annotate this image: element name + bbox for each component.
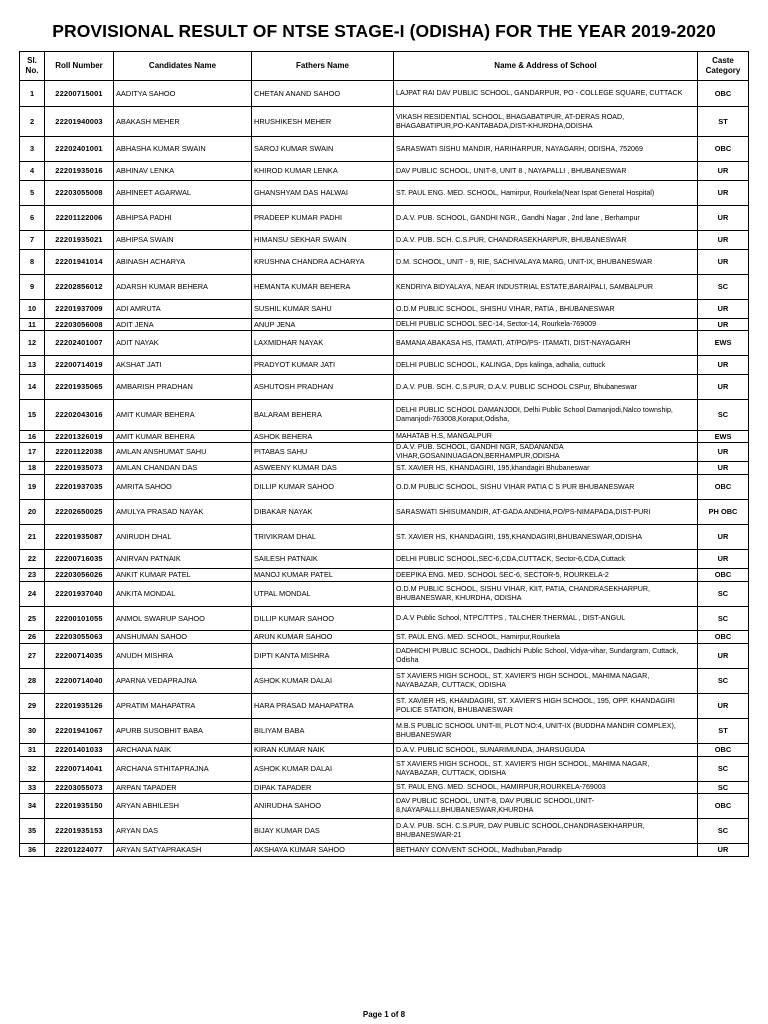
row-caste-category: SC (698, 582, 749, 607)
row-candidate-name: ARCHANA STHITAPRAJNA (114, 757, 252, 782)
table-row (20, 462, 749, 475)
row-father-name: DIPAK TAPADER (252, 782, 394, 794)
row-caste-category: UR (698, 206, 749, 231)
row-roll-number: 22201940003 (45, 107, 114, 137)
row-sl-no: 17 (20, 443, 45, 462)
row-candidate-name: ADI AMRUTA (114, 300, 252, 319)
row-sl-no: 14 (20, 375, 45, 400)
row-father-name: BIJAY KUMAR DAS (252, 819, 394, 844)
row-roll-number: 22200714019 (45, 356, 114, 375)
row-school: D.A.V. PUB. SCH. C.S.PUR, DAV PUBLIC SCHOOL,CHANDRASEKHARPUR, BHUBANESWAR-21 (394, 819, 698, 844)
row-school: D.A.V. PUB. SCH. C.S.PUR, CHANDRASEKHARPUR, BHUBANESWAR (394, 231, 698, 250)
table-row (20, 794, 749, 819)
row-roll-number: 22201935016 (45, 162, 114, 181)
row-sl-no: 29 (20, 694, 45, 719)
row-caste-category: SC (698, 782, 749, 794)
row-candidate-name: AADITYA SAHOO (114, 81, 252, 107)
row-school: ST. XAVIER HS, KHANDAGIRI, 195,khandagiri Bhubaneswar (394, 462, 698, 475)
row-candidate-name: ANUDH MISHRA (114, 644, 252, 669)
row-sl-no: 13 (20, 356, 45, 375)
row-sl-no: 25 (20, 607, 45, 631)
row-roll-number: 22201326019 (45, 431, 114, 443)
row-roll-number: 22203056008 (45, 319, 114, 331)
row-school: BETHANY CONVENT SCHOOL, Madhuban,Paradip (394, 844, 698, 857)
row-candidate-name: ANIRVAN PATNAIK (114, 550, 252, 569)
row-candidate-name: ARYAN SATYAPRAKASH (114, 844, 252, 857)
header-school: Name & Address of School (394, 52, 698, 81)
row-father-name: PRADEEP KUMAR PADHI (252, 206, 394, 231)
table-row (20, 375, 749, 400)
table-row (20, 669, 749, 694)
table-row (20, 319, 749, 331)
table-row (20, 569, 749, 582)
row-roll-number: 22201401033 (45, 744, 114, 757)
row-candidate-name: ARCHANA NAIK (114, 744, 252, 757)
row-sl-no: 28 (20, 669, 45, 694)
row-sl-no: 6 (20, 206, 45, 231)
row-school: DELHI PUBLIC SCHOOL SEC-14, Sector-14, Rourkela-769009 (394, 319, 698, 331)
table-row (20, 181, 749, 206)
row-father-name: AKSHAYA KUMAR SAHOO (252, 844, 394, 857)
row-candidate-name: ADARSH KUMAR BEHERA (114, 275, 252, 300)
row-candidate-name: ARYAN DAS (114, 819, 252, 844)
row-caste-category: ST (698, 107, 749, 137)
row-caste-category: UR (698, 844, 749, 857)
table-row (20, 250, 749, 275)
row-school: D.A.V. PUB. SCHOOL, GANDHI NGR., Gandhi Nagar , 2nd lane , Berhampur (394, 206, 698, 231)
row-father-name: TRIVIKRAM DHAL (252, 525, 394, 550)
row-school: ST. PAUL ENG. MED. SCHOOL, Hamirpur,Rourkela (394, 631, 698, 644)
row-roll-number: 22202043016 (45, 400, 114, 431)
table-row (20, 275, 749, 300)
row-sl-no: 36 (20, 844, 45, 857)
row-caste-category: UR (698, 181, 749, 206)
row-caste-category: UR (698, 300, 749, 319)
row-caste-category: UR (698, 443, 749, 462)
row-roll-number: 22202856012 (45, 275, 114, 300)
row-father-name: ASHUTOSH PRADHAN (252, 375, 394, 400)
row-candidate-name: ABINASH ACHARYA (114, 250, 252, 275)
row-father-name: ASHOK BEHERA (252, 431, 394, 443)
row-roll-number: 22202650025 (45, 500, 114, 525)
row-roll-number: 22201935150 (45, 794, 114, 819)
document-title: PROVISIONAL RESULT OF NTSE STAGE-I (ODISHA) FOR THE YEAR 2019-2020 (52, 21, 716, 41)
row-candidate-name: AMIT KUMAR BEHERA (114, 431, 252, 443)
row-school: D.M. SCHOOL, UNIT - 9, RIE, SACHIVALAYA MARG, UNIT-IX, BHUBANESWAR (394, 250, 698, 275)
row-roll-number: 22201935073 (45, 462, 114, 475)
row-caste-category: SC (698, 607, 749, 631)
row-school: LAJPAT RAI DAV PUBLIC SCHOOL, GANDARPUR, PO - COLLEGE SQUARE, CUTTACK (394, 81, 698, 107)
row-roll-number: 22201937009 (45, 300, 114, 319)
row-sl-no: 11 (20, 319, 45, 331)
row-candidate-name: ANKIT KUMAR PATEL (114, 569, 252, 582)
row-sl-no: 18 (20, 462, 45, 475)
table-row (20, 719, 749, 744)
row-sl-no: 23 (20, 569, 45, 582)
table-row (20, 431, 749, 443)
table-row (20, 443, 749, 462)
row-candidate-name: ARPAN TAPADER (114, 782, 252, 794)
table-header-row (20, 52, 749, 81)
table-row (20, 607, 749, 631)
row-caste-category: EWS (698, 331, 749, 356)
row-school: DELHI PUBLIC SCHOOL DAMANJODI, Delhi Public School Damanjodi,Nalco township, Damanjodi-763008,Koraput,Odisha, (394, 400, 698, 431)
row-roll-number: 22200101055 (45, 607, 114, 631)
row-sl-no: 34 (20, 794, 45, 819)
table-row (20, 206, 749, 231)
row-school: ST. PAUL ENG. MED. SCHOOL, HAMIRPUR,ROURKELA-769003 (394, 782, 698, 794)
row-father-name: ANUP JENA (252, 319, 394, 331)
row-roll-number: 22200716035 (45, 550, 114, 569)
row-caste-category: UR (698, 462, 749, 475)
row-father-name: KIRAN KUMAR NAIK (252, 744, 394, 757)
row-sl-no: 20 (20, 500, 45, 525)
row-school: DEEPIKA ENG. MED. SCHOOL SEC-6, SECTOR-5, ROURKELA-2 (394, 569, 698, 582)
row-school: D.A.V Public School, NTPC/TTPS , TALCHER THERMAL , DIST-ANGUL (394, 607, 698, 631)
row-school: DELHI PUBLIC SCHOOL, KALINGA, Dps kalinga, adhalia, cuttuck (394, 356, 698, 375)
row-sl-no: 16 (20, 431, 45, 443)
row-candidate-name: ADIT JENA (114, 319, 252, 331)
row-candidate-name: AKSHAT JATI (114, 356, 252, 375)
row-candidate-name: AMLAN CHANDAN DAS (114, 462, 252, 475)
row-sl-no: 9 (20, 275, 45, 300)
row-caste-category: OBC (698, 475, 749, 500)
row-roll-number: 22201122038 (45, 443, 114, 462)
row-father-name: DILLIP KUMAR SAHOO (252, 607, 394, 631)
row-roll-number: 22200714035 (45, 644, 114, 669)
row-caste-category: UR (698, 550, 749, 569)
row-sl-no: 33 (20, 782, 45, 794)
row-sl-no: 2 (20, 107, 45, 137)
row-caste-category: UR (698, 694, 749, 719)
row-school: ST XAVIERS HIGH SCHOOL, ST. XAVIER'S HIGH SCHOOL, MAHIMA NAGAR, NAYABAZAR, CUTTACK, ODISHA (394, 757, 698, 782)
header-candidate-name: Candidates Name (114, 52, 252, 81)
table-row (20, 500, 749, 525)
row-sl-no: 21 (20, 525, 45, 550)
row-sl-no: 22 (20, 550, 45, 569)
table-row (20, 162, 749, 181)
row-school: MAHATAB H.S, MANGALPUR (394, 431, 698, 443)
row-father-name: UTPAL MONDAL (252, 582, 394, 607)
table-row (20, 137, 749, 162)
header-sl-no: Sl. No. (20, 52, 45, 81)
row-sl-no: 12 (20, 331, 45, 356)
table-row (20, 782, 749, 794)
row-father-name: ASHOK KUMAR DALAI (252, 757, 394, 782)
row-caste-category: UR (698, 356, 749, 375)
row-caste-category: SC (698, 819, 749, 844)
table-row (20, 356, 749, 375)
row-roll-number: 22203056026 (45, 569, 114, 582)
row-father-name: PITABAS SAHU (252, 443, 394, 462)
row-candidate-name: ANIRUDH DHAL (114, 525, 252, 550)
table-body (20, 81, 749, 857)
row-caste-category: UR (698, 319, 749, 331)
row-roll-number: 22203055008 (45, 181, 114, 206)
row-candidate-name: ABHIPSA SWAIN (114, 231, 252, 250)
row-roll-number: 22201122006 (45, 206, 114, 231)
row-candidate-name: APARNA VEDAPRAJNA (114, 669, 252, 694)
row-caste-category: SC (698, 275, 749, 300)
row-school: D.A.V. PUBLIC SCHOOL, SUNARIMUNDA, JHARSUGUDA (394, 744, 698, 757)
row-father-name: ARUN KUMAR SAHOO (252, 631, 394, 644)
row-father-name: SUSHIL KUMAR SAHU (252, 300, 394, 319)
row-father-name: SAILESH PATNAIK (252, 550, 394, 569)
table-row (20, 475, 749, 500)
row-candidate-name: APURB SUSOBHIT BABA (114, 719, 252, 744)
table-row (20, 107, 749, 137)
header-caste-category: Caste Category (698, 52, 749, 81)
row-caste-category: SC (698, 757, 749, 782)
row-caste-category: OBC (698, 137, 749, 162)
row-candidate-name: ARYAN ABHILESH (114, 794, 252, 819)
row-father-name: LAXMIDHAR NAYAK (252, 331, 394, 356)
row-candidate-name: AMRITA SAHOO (114, 475, 252, 500)
row-school: D.A.V. PUB. SCHOOL, GANDHI NGR, SADANANDA VIHAR,GOSANINUAGAON,BERHAMPUR,ODISHA (394, 443, 698, 462)
row-father-name: KRUSHNA CHANDRA ACHARYA (252, 250, 394, 275)
row-school: ST. PAUL ENG. MED. SCHOOL, Hamirpur, Rourkela(Near Ispat General Hospital) (394, 181, 698, 206)
row-father-name: ASHOK KUMAR DALAI (252, 669, 394, 694)
page-number: Page 1 of 8 (362, 1010, 406, 1019)
header-roll-number: Roll Number (45, 52, 114, 81)
row-school: DELHI PUBLIC SCHOOL,SEC-6,CDA,CUTTACK, Sector-6,CDA,Cuttack (394, 550, 698, 569)
row-roll-number: 22201935153 (45, 819, 114, 844)
row-father-name: HARA PRASAD MAHAPATRA (252, 694, 394, 719)
table-row (20, 231, 749, 250)
row-candidate-name: AMIT KUMAR BEHERA (114, 400, 252, 431)
row-school: ST XAVIERS HIGH SCHOOL, ST. XAVIER'S HIGH SCHOOL, MAHIMA NAGAR, NAYABAZAR, CUTTACK, ODISHA (394, 669, 698, 694)
row-roll-number: 22201935126 (45, 694, 114, 719)
row-roll-number: 22203055063 (45, 631, 114, 644)
row-sl-no: 26 (20, 631, 45, 644)
row-school: O.D.M PUBLIC SCHOOL, SHISHU VIHAR, PATIA , BHUBANESWAR (394, 300, 698, 319)
row-candidate-name: APRATIM MAHAPATRA (114, 694, 252, 719)
row-caste-category: UR (698, 525, 749, 550)
row-sl-no: 4 (20, 162, 45, 181)
row-sl-no: 7 (20, 231, 45, 250)
row-father-name: BALARAM BEHERA (252, 400, 394, 431)
row-candidate-name: AMBARISH PRADHAN (114, 375, 252, 400)
row-candidate-name: AMLAN ANSHUMAT SAHU (114, 443, 252, 462)
header-father-name: Fathers Name (252, 52, 394, 81)
row-caste-category: OBC (698, 744, 749, 757)
row-caste-category: OBC (698, 569, 749, 582)
row-father-name: HEMANTA KUMAR BEHERA (252, 275, 394, 300)
row-school: SARASWATI SHISUMANDIR, AT-GADA ANDHIA,PO/PS-NIMAPADA,DIST-PURI (394, 500, 698, 525)
row-school: ST. XAVIER HS, KHANDAGIRI, ST. XAVIER'S HIGH SCHOOL, 195, OPP. KHANDAGIRI POLICE STATION, BHUBANESWAR (394, 694, 698, 719)
row-sl-no: 5 (20, 181, 45, 206)
row-candidate-name: ADIT NAYAK (114, 331, 252, 356)
row-roll-number: 22201935065 (45, 375, 114, 400)
row-roll-number: 22201937040 (45, 582, 114, 607)
row-roll-number: 22203055073 (45, 782, 114, 794)
table-row (20, 644, 749, 669)
row-school: DAV PUBLIC SCHOOL, UNIT-8, UNIT 8 , NAYAPALLI , BHUBANESWAR (394, 162, 698, 181)
row-father-name: HRUSHIKESH MEHER (252, 107, 394, 137)
row-roll-number: 22200714040 (45, 669, 114, 694)
row-sl-no: 15 (20, 400, 45, 431)
row-school: VIKASH RESIDENTIAL SCHOOL, BHAGABATIPUR, AT-DERAS ROAD, BHAGABATIPUR,PO-KANTABADA,DIST-KHURDHA,ODISHA (394, 107, 698, 137)
row-father-name: ANIRUDHA SAHOO (252, 794, 394, 819)
row-sl-no: 19 (20, 475, 45, 500)
row-school: SARASWATI SISHU MANDIR, HARIHARPUR, NAYAGARH, ODISHA, 752069 (394, 137, 698, 162)
row-sl-no: 35 (20, 819, 45, 844)
row-caste-category: PH OBC (698, 500, 749, 525)
table-row (20, 694, 749, 719)
row-candidate-name: ABAKASH MEHER (114, 107, 252, 137)
table-row (20, 582, 749, 607)
results-table (19, 51, 749, 857)
row-father-name: KHIROD KUMAR LENKA (252, 162, 394, 181)
row-roll-number: 22201937035 (45, 475, 114, 500)
row-caste-category: OBC (698, 81, 749, 107)
row-caste-category: UR (698, 644, 749, 669)
row-caste-category: ST (698, 719, 749, 744)
table-row (20, 819, 749, 844)
row-father-name: DILLIP KUMAR SAHOO (252, 475, 394, 500)
row-caste-category: UR (698, 162, 749, 181)
table-row (20, 300, 749, 319)
row-sl-no: 32 (20, 757, 45, 782)
row-roll-number: 22202401007 (45, 331, 114, 356)
row-school: D.A.V. PUB. SCH. C.S.PUR, D.A.V. PUBLIC SCHOOL CSPur, Bhubaneswar (394, 375, 698, 400)
row-father-name: MANOJ KUMAR PATEL (252, 569, 394, 582)
row-sl-no: 30 (20, 719, 45, 744)
row-father-name: BILIYAM BABA (252, 719, 394, 744)
row-caste-category: UR (698, 250, 749, 275)
row-father-name: CHETAN ANAND SAHOO (252, 81, 394, 107)
table-row (20, 844, 749, 857)
row-sl-no: 27 (20, 644, 45, 669)
table-row (20, 744, 749, 757)
row-roll-number: 22201941067 (45, 719, 114, 744)
table-row (20, 525, 749, 550)
row-roll-number: 22201224077 (45, 844, 114, 857)
row-school: O.D.M PUBLIC SCHOOL, SISHU VIHAR, KIIT, PATIA, CHANDRASEKHARPUR, BHUBANESWAR, KHURDHA, ODISHA (394, 582, 698, 607)
row-school: ST. XAVIER HS, KHANDAGIRI, 195,KHANDAGIRI,BHUBANESWAR,ODISHA (394, 525, 698, 550)
row-father-name: GHANSHYAM DAS HALWAI (252, 181, 394, 206)
table-row (20, 550, 749, 569)
row-roll-number: 22201941014 (45, 250, 114, 275)
table-row (20, 757, 749, 782)
table-row (20, 631, 749, 644)
row-school: KENDRIYA BIDYALAYA, NEAR INDUSTRIAL ESTATE,BARAIPALI, SAMBALPUR (394, 275, 698, 300)
row-school: M.B.S PUBLIC SCHOOL UNIT-III, PLOT NO:4, UNIT-IX (BUDDHA MANDIR COMPLEX), BHUBANESWAR (394, 719, 698, 744)
row-candidate-name: ABHINEET AGARWAL (114, 181, 252, 206)
row-caste-category: SC (698, 669, 749, 694)
row-candidate-name: ANKITA MONDAL (114, 582, 252, 607)
row-caste-category: UR (698, 231, 749, 250)
row-roll-number: 22200715001 (45, 81, 114, 107)
row-father-name: DIPTI KANTA MISHRA (252, 644, 394, 669)
row-school: O.D.M PUBLIC SCHOOL, SISHU VIHAR PATIA C S PUR BHUBANESWAR (394, 475, 698, 500)
row-father-name: HIMANSU SEKHAR SWAIN (252, 231, 394, 250)
row-father-name: ASWEENY KUMAR DAS (252, 462, 394, 475)
table-row (20, 400, 749, 431)
row-sl-no: 8 (20, 250, 45, 275)
row-sl-no: 10 (20, 300, 45, 319)
row-sl-no: 31 (20, 744, 45, 757)
row-school: DAV PUBLIC SCHOOL, UNIT-8, DAV PUBLIC SCHOOL,UNIT-8,NAYAPALLI,BHUBANESWAR,KHURDHA (394, 794, 698, 819)
row-roll-number: 22201935087 (45, 525, 114, 550)
table-row (20, 331, 749, 356)
table-row (20, 81, 749, 107)
row-school: BAMANA ABAKASA HS, ITAMATI, AT/PO/PS- ITAMATI, DIST-NAYAGARH (394, 331, 698, 356)
row-candidate-name: ABHASHA KUMAR SWAIN (114, 137, 252, 162)
row-roll-number: 22200714041 (45, 757, 114, 782)
row-school: DADHICHI PUBLIC SCHOOL, Dadhichi Public School, Vidya-vihar, Sundargram, Cuttack, Odisha (394, 644, 698, 669)
row-candidate-name: ABHINAV LENKA (114, 162, 252, 181)
row-caste-category: UR (698, 375, 749, 400)
row-candidate-name: ANMOL SWARUP SAHOO (114, 607, 252, 631)
row-candidate-name: ABHIPSA PADHI (114, 206, 252, 231)
row-sl-no: 24 (20, 582, 45, 607)
row-candidate-name: ANSHUMAN SAHOO (114, 631, 252, 644)
row-caste-category: SC (698, 400, 749, 431)
row-father-name: PRADYOT KUMAR JATI (252, 356, 394, 375)
row-father-name: SAROJ KUMAR SWAIN (252, 137, 394, 162)
row-candidate-name: AMULYA PRASAD NAYAK (114, 500, 252, 525)
row-roll-number: 22201935021 (45, 231, 114, 250)
row-sl-no: 3 (20, 137, 45, 162)
row-sl-no: 1 (20, 81, 45, 107)
row-caste-category: OBC (698, 794, 749, 819)
row-caste-category: EWS (698, 431, 749, 443)
row-roll-number: 22202401001 (45, 137, 114, 162)
row-caste-category: OBC (698, 631, 749, 644)
row-father-name: DIBAKAR NAYAK (252, 500, 394, 525)
